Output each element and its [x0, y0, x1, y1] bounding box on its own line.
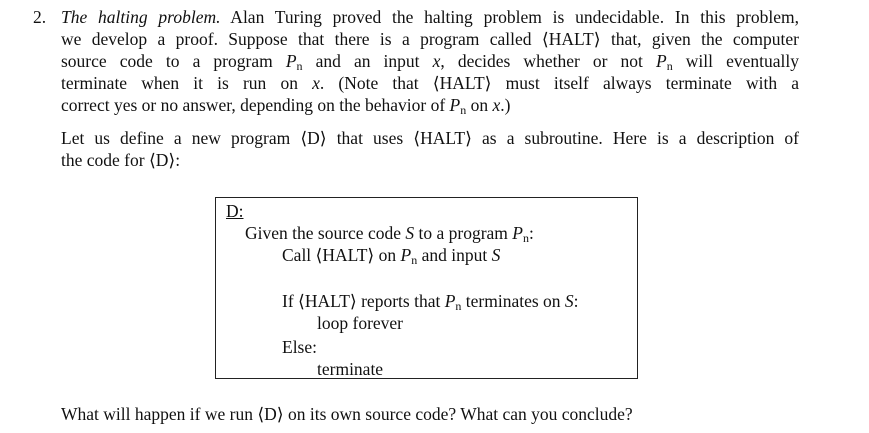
statement-text: .)	[500, 95, 511, 115]
problem-number: 2.	[33, 7, 47, 27]
problem-statement	[61, 6, 799, 116]
statement-text: , decides whether or not	[440, 51, 656, 71]
statement-line	[61, 94, 799, 116]
code-text: Call ⟨HALT⟩ on	[282, 245, 401, 265]
program-description	[61, 127, 799, 171]
math-subscript: n	[522, 231, 529, 245]
math-subscript: n	[411, 253, 418, 267]
math-var: P	[444, 291, 456, 311]
code-text: :	[573, 291, 579, 311]
math-var: S	[491, 245, 501, 265]
code-text: and input	[417, 245, 492, 265]
code-text: :	[528, 223, 534, 243]
statement-text: correct yes or no answer, depending on the behavior of	[61, 95, 450, 115]
code-text: If ⟨HALT⟩ reports that	[282, 291, 445, 311]
math-var: P	[449, 95, 461, 115]
math-subscript: n	[455, 299, 462, 313]
math-subscript: n	[666, 59, 673, 73]
closing-question: What will happen if we run ⟨D⟩ on its own source code? What can you conclude?	[61, 404, 633, 424]
math-var: P	[400, 245, 412, 265]
code-text: terminates on	[461, 291, 565, 311]
math-var: P	[512, 223, 523, 243]
code-line-loop: loop forever	[317, 313, 404, 333]
description-line: Let us define a new program ⟨D⟩ that uses ⟨HALT⟩ as a subroutine. Here is a description of	[61, 128, 799, 148]
math-var: P	[656, 51, 667, 71]
code-line-else: Else:	[282, 337, 317, 357]
statement-text: Alan Turing proved the halting problem is undecidable. In this problem,	[220, 7, 800, 27]
statement-text: will eventually	[672, 51, 799, 71]
code-line-if	[282, 290, 579, 312]
code-line-terminate: terminate	[317, 359, 384, 379]
pseudocode-box	[215, 197, 638, 379]
statement-text: we develop a proof. Suppose that there is a program called ⟨HALT⟩ that, given the computer	[61, 29, 799, 49]
math-subscript: n	[460, 103, 467, 117]
math-var: P	[285, 51, 297, 71]
statement-line	[61, 28, 799, 50]
code-text: to a program	[414, 223, 513, 243]
math-subscript: n	[296, 59, 303, 73]
description-line: the code for ⟨D⟩:	[61, 150, 181, 170]
program-label: D:	[226, 201, 244, 221]
problem-title: The halting problem.	[61, 7, 221, 27]
statement-line	[61, 50, 799, 72]
statement-text: source code to a program	[61, 51, 286, 71]
math-var: S	[564, 291, 574, 311]
statement-text: . (Note that ⟨HALT⟩ must itself always terminate with a	[319, 73, 799, 93]
statement-text: on	[466, 95, 493, 115]
code-line-call	[282, 244, 500, 266]
code-line-given	[245, 222, 534, 244]
statement-text: terminate when it is run on	[61, 73, 313, 93]
statement-line	[61, 72, 799, 94]
math-var: x	[312, 73, 320, 93]
math-var: x	[432, 51, 441, 71]
math-var: S	[405, 223, 415, 243]
math-var: x	[492, 95, 501, 115]
statement-text: and an input	[302, 51, 433, 71]
statement-line	[61, 6, 799, 28]
code-text: Given the source code	[245, 223, 406, 243]
